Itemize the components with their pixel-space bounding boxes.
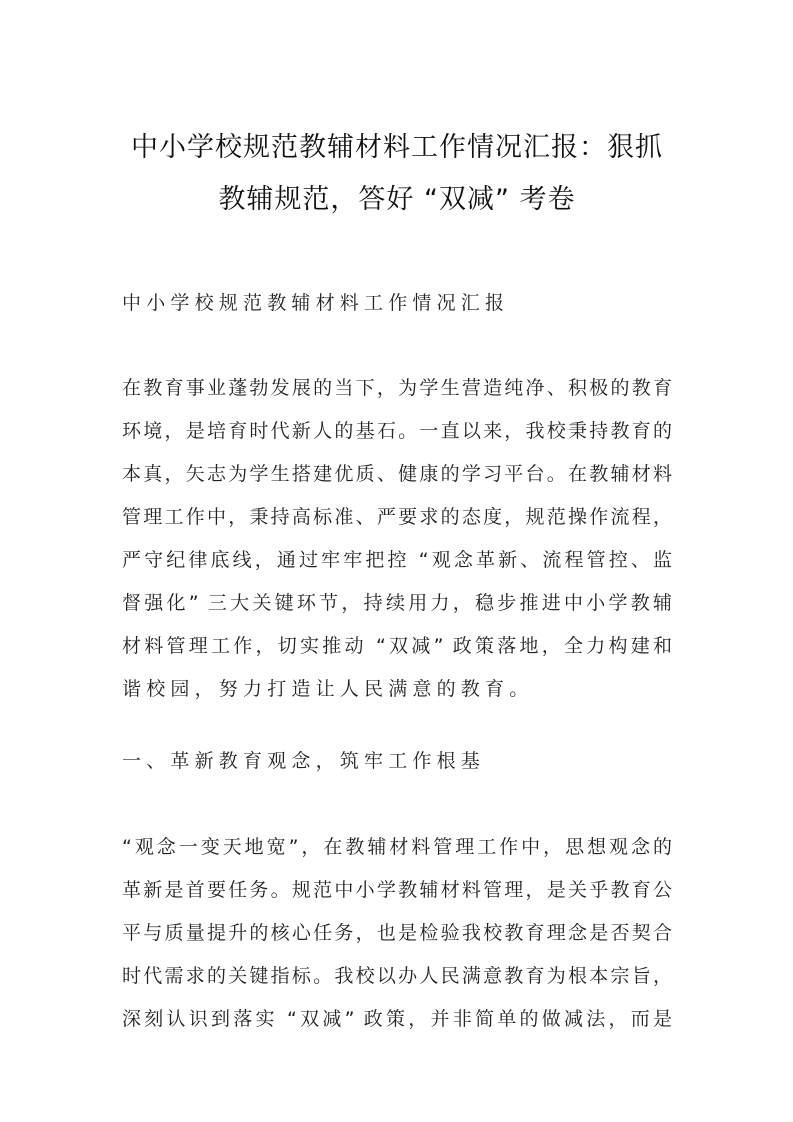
paragraph-line: 环境，是培育时代新人的基石。一直以来，我校秉持教育的 <box>122 420 672 442</box>
intro-paragraph <box>122 367 672 711</box>
section1-paragraph <box>122 826 672 1041</box>
paragraph-line: 本真，矢志为学生搭建优质、健康的学习平台。在教辅材料 <box>122 463 672 485</box>
document-subtitle: 中小学校规范教辅材料工作情况汇报 <box>122 292 510 314</box>
paragraph-line: 督强化” 三大关键环节，持续用力，稳步推进中小学教辅 <box>122 592 672 614</box>
paragraph-line: 材料管理工作，切实推动 “双减” 政策落地，全力构建和 <box>122 635 672 657</box>
title-line-1: 中小学校规范教辅材料工作情况汇报：狠抓 <box>131 132 663 163</box>
paragraph-line: 在教育事业蓬勃发展的当下，为学生营造纯净、积极的教育 <box>122 377 672 399</box>
paragraph-line: 管理工作中，秉持高标准、严要求的态度，规范操作流程， <box>122 506 672 528</box>
paragraph-line: 平与质量提升的核心任务，也是检验我校教育理念是否契合 <box>122 922 672 944</box>
document-title <box>122 122 672 226</box>
section-heading-1: 一、革新教育观念，筑牢工作根基 <box>122 750 486 772</box>
paragraph-line: 谐校园，努力打造让人民满意的教育。 <box>122 678 534 700</box>
title-line-2: 教辅规范，答好 “双减” 考卷 <box>218 184 576 215</box>
paragraph-line: “观念一变天地宽”，在教辅材料管理工作中，思想观念的 <box>122 836 672 858</box>
paragraph-line: 时代需求的关键指标。我校以办人民满意教育为根本宗旨， <box>122 965 672 987</box>
paragraph-line: 革新是首要任务。规范中小学教辅材料管理，是关乎教育公 <box>122 879 672 901</box>
paragraph-line: 严守纪律底线，通过牢牢把控 “观念革新、流程管控、监 <box>122 549 672 571</box>
paragraph-line: 深刻认识到落实 “双减” 政策，并非简单的做减法，而是 <box>122 1008 672 1030</box>
